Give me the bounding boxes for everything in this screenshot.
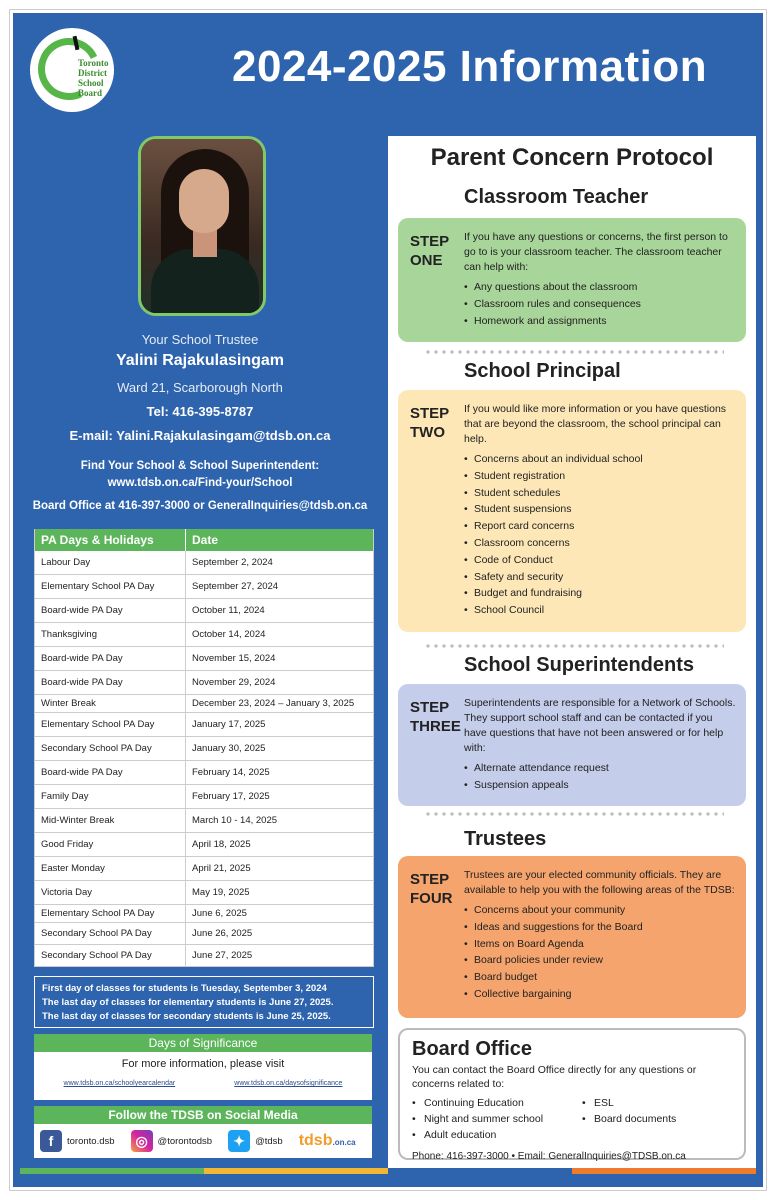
section-title-superintendents: School Superintendents: [464, 654, 695, 676]
facebook-icon[interactable]: f: [40, 1130, 62, 1152]
dotted-divider: [424, 350, 724, 354]
trustee-label: Your School Trustee: [141, 332, 259, 347]
list-item: • Ideas and suggestions for the Board: [464, 919, 736, 936]
photo-body: [151, 249, 259, 316]
step-word: STEP: [410, 699, 450, 716]
list-item: • Concerns about your community: [464, 902, 736, 919]
date-cell: November 29, 2024: [192, 677, 276, 688]
table-row: [35, 785, 373, 809]
brand-main: tdsb: [298, 1132, 333, 1149]
step-word: STEP: [410, 871, 450, 888]
list-item: • Continuing Education: [412, 1095, 582, 1111]
table-row: [35, 575, 373, 599]
logo-text: [78, 58, 109, 98]
holiday-cell: Board-wide PA Day: [35, 647, 186, 670]
list-item: • Classroom concerns: [464, 535, 736, 552]
step-items: [464, 902, 736, 1003]
step-word: STEP: [410, 233, 450, 250]
board-office-text: You can contact the Board Office directly for any questions or concerns related to:: [412, 1064, 697, 1090]
table-row: [35, 857, 373, 881]
header-cell: PA Days & Holidays: [35, 529, 186, 551]
photo-face: [179, 169, 229, 233]
logo-line: District: [78, 68, 107, 78]
list-item: • Night and summer school: [412, 1111, 582, 1127]
table-row: [35, 737, 373, 761]
logo-line: Toronto: [78, 58, 109, 68]
step-two-box: [398, 390, 746, 632]
holiday-cell: Elementary School PA Day: [35, 713, 186, 736]
board-office-box: [398, 1028, 746, 1160]
list-item: • Code of Conduct: [464, 552, 736, 569]
header-cell: Date: [192, 533, 219, 547]
trustee-name: Yalini Rajakulasingam: [115, 352, 285, 369]
list-item: • Items on Board Agenda: [464, 936, 736, 953]
date-cell: October 11, 2024: [192, 605, 265, 616]
list-item: • Report card concerns: [464, 518, 736, 535]
stripe-yellow: [204, 1168, 388, 1174]
step-number: ONE: [410, 252, 443, 269]
date-cell: November 15, 2024: [192, 653, 276, 664]
holiday-cell: Board-wide PA Day: [35, 599, 186, 622]
list-item: • ESL: [582, 1095, 676, 1111]
step-three-box: [398, 684, 746, 806]
dos-info: For more information, please visit: [121, 1058, 285, 1070]
table-header: [35, 529, 373, 551]
color-stripe: [20, 1168, 756, 1174]
dos-title: Days of Significance: [34, 1034, 372, 1052]
brand-sub: .on.ca: [332, 1138, 356, 1147]
list-item: • Alternate attendance request: [464, 760, 736, 777]
logo-line: School: [78, 78, 104, 88]
date-cell: June 6, 2025: [192, 908, 247, 919]
twitter-handle[interactable]: @tdsb: [255, 1135, 283, 1147]
date-cell: May 19, 2025: [192, 887, 250, 898]
list-item: • Student schedules: [464, 485, 736, 502]
holiday-cell: Thanksgiving: [35, 623, 186, 646]
date-cell: June 27, 2025: [192, 950, 253, 961]
step-items: [464, 451, 736, 619]
dos-links: [34, 1080, 372, 1087]
stripe-green: [20, 1168, 204, 1174]
board-office-title: Board Office: [412, 1038, 533, 1060]
step-description: Trustees are your elected community officials. They are available to help you with the following areas of the TDSB:: [464, 869, 735, 896]
step-text: [464, 696, 736, 794]
date-cell: June 26, 2025: [192, 928, 253, 939]
step-description: Superintendents are responsible for a Network of Schools. They support school staff and can be contacted if you have questions that have not been answered or for help with:: [464, 697, 736, 754]
social-media: [34, 1106, 372, 1158]
instagram-handle[interactable]: @torontodsb: [157, 1135, 213, 1147]
board-office-contact-line: Phone: 416-397-3000 • Email: GeneralInquiries@TDSB.on.ca: [412, 1151, 686, 1162]
step-label: [410, 698, 461, 736]
date-cell: December 23, 2024 – January 3, 2025: [192, 698, 355, 709]
days-significance-link[interactable]: www.tdsb.on.ca/daysofsignificance: [234, 1080, 343, 1087]
table-row: [35, 695, 373, 713]
holiday-cell: Labour Day: [35, 551, 186, 574]
date-cell: October 14, 2024: [192, 629, 266, 640]
step-label: [410, 870, 453, 908]
step-text: [464, 230, 736, 329]
date-cell: January 30, 2025: [192, 743, 266, 754]
logo-line: Board: [78, 88, 103, 98]
protocol-panel: [388, 136, 756, 1168]
trustee-email[interactable]: E-mail: Yalini.Rajakulasingam@tdsb.on.ca: [69, 428, 331, 443]
table-row: [35, 809, 373, 833]
step-text: [464, 868, 736, 1003]
date-cell: April 21, 2025: [192, 863, 251, 874]
date-cell: September 27, 2024: [192, 581, 279, 592]
list-item: • Safety and security: [464, 569, 736, 586]
trustee-ward: Ward 21, Scarborough North: [117, 380, 283, 395]
table-body: [35, 551, 373, 967]
table-row: [35, 881, 373, 905]
list-item: • Student suspensions: [464, 501, 736, 518]
note-line: The last day of classes for secondary students is June 25, 2025.: [42, 1011, 331, 1022]
table-row: [35, 623, 373, 647]
note-line: The last day of classes for elementary students is June 27, 2025.: [42, 997, 334, 1008]
section-title-principal: School Principal: [464, 360, 621, 382]
twitter-icon[interactable]: ✦: [228, 1130, 250, 1152]
date-cell: February 17, 2025: [192, 791, 270, 802]
pa-days-table: [34, 529, 374, 967]
step-one-box: [398, 218, 746, 342]
list-item: • Board documents: [582, 1111, 676, 1127]
table-row: [35, 945, 373, 967]
holiday-cell: Family Day: [35, 785, 186, 808]
table-row: [35, 833, 373, 857]
step-description: If you would like more information or you have questions that are beyond the classroom, the school principal can help.: [464, 403, 727, 445]
holiday-cell: Easter Monday: [35, 857, 186, 880]
days-of-significance: [34, 1034, 372, 1100]
class-dates-notes: [34, 976, 374, 1028]
list-item: • Any questions about the classroom: [464, 279, 736, 296]
board-office-contact: Board Office at 416-397-3000 or GeneralInquiries@tdsb.on.ca: [32, 500, 368, 512]
step-text: [464, 402, 736, 619]
board-office-list: [412, 1095, 732, 1143]
social-title: Follow the TDSB on Social Media: [34, 1106, 372, 1124]
trustee-phone: Tel: 416-395-8787: [146, 404, 254, 419]
step-description: If you have any questions or concerns, the first person to go to is your classroom teacher. The classroom teacher can help with:: [464, 231, 728, 273]
list-item: • Board policies under review: [464, 952, 736, 969]
list-item: • School Council: [464, 602, 736, 619]
find-school-label: Find Your School & School Superintendent:: [80, 460, 320, 472]
step-items: [464, 760, 736, 794]
table-row: [35, 647, 373, 671]
list-item: • Suspension appeals: [464, 777, 736, 794]
holiday-cell: Board-wide PA Day: [35, 761, 186, 784]
list-item: • Student registration: [464, 468, 736, 485]
holiday-cell: Secondary School PA Day: [35, 737, 186, 760]
step-label: [410, 404, 449, 442]
step-items: [464, 279, 736, 329]
date-cell: April 18, 2025: [192, 839, 251, 850]
table-row: [35, 671, 373, 695]
page-title: 2024-2025 Information: [232, 42, 708, 91]
table-row: [35, 923, 373, 945]
table-row: [35, 713, 373, 737]
dotted-divider: [424, 812, 724, 816]
date-cell: February 14, 2025: [192, 767, 270, 778]
date-cell: January 17, 2025: [192, 719, 266, 730]
list-item: • Homework and assignments: [464, 313, 736, 330]
step-number: THREE: [410, 718, 461, 735]
stripe-blue: [388, 1168, 572, 1174]
calendar-link[interactable]: www.tdsb.on.ca/schoolyearcalendar: [63, 1080, 176, 1087]
note-line: First day of classes for students is Tuesday, September 3, 2024: [42, 983, 327, 994]
holiday-cell: Winter Break: [35, 695, 186, 712]
find-school-link[interactable]: www.tdsb.on.ca/Find-your/School: [107, 477, 293, 489]
trustee-photo: [138, 136, 266, 316]
social-row: [34, 1124, 372, 1158]
table-row: [35, 599, 373, 623]
holiday-cell: Board-wide PA Day: [35, 671, 186, 694]
holiday-cell: Good Friday: [35, 833, 186, 856]
holiday-cell: Secondary School PA Day: [35, 923, 186, 944]
step-number: FOUR: [410, 890, 453, 907]
date-cell: March 10 - 14, 2025: [192, 815, 278, 826]
list-item: • Board budget: [464, 969, 736, 986]
list-item: • Collective bargaining: [464, 986, 736, 1003]
list-item: • Concerns about an individual school: [464, 451, 736, 468]
facebook-handle[interactable]: toronto.dsb: [67, 1135, 115, 1147]
holiday-cell: Elementary School PA Day: [35, 575, 186, 598]
step-number: TWO: [410, 424, 445, 441]
step-four-box: [398, 856, 746, 1018]
holiday-cell: Secondary School PA Day: [35, 945, 186, 966]
instagram-icon[interactable]: ◎: [131, 1130, 153, 1152]
list-item: • Budget and fundraising: [464, 585, 736, 602]
dotted-divider: [424, 644, 724, 648]
list-item: • Classroom rules and consequences: [464, 296, 736, 313]
section-title-trustees: Trustees: [464, 828, 547, 850]
table-row: [35, 551, 373, 575]
holiday-cell: Elementary School PA Day: [35, 905, 186, 922]
protocol-title: Parent Concern Protocol: [430, 144, 714, 171]
board-office-col1: [412, 1095, 582, 1143]
holiday-cell: Mid-Winter Break: [35, 809, 186, 832]
table-row: [35, 905, 373, 923]
step-word: STEP: [410, 405, 450, 422]
date-cell: September 2, 2024: [192, 557, 273, 568]
list-item: • Adult education: [412, 1127, 582, 1143]
stripe-orange: [572, 1168, 756, 1174]
table-row: [35, 761, 373, 785]
tdsb-logo: [30, 28, 114, 112]
board-office-col2: [582, 1095, 676, 1143]
holiday-cell: Victoria Day: [35, 881, 186, 904]
section-title-teacher: Classroom Teacher: [464, 186, 649, 208]
step-label: [410, 232, 449, 270]
tdsb-brand-logo[interactable]: [299, 1132, 356, 1150]
